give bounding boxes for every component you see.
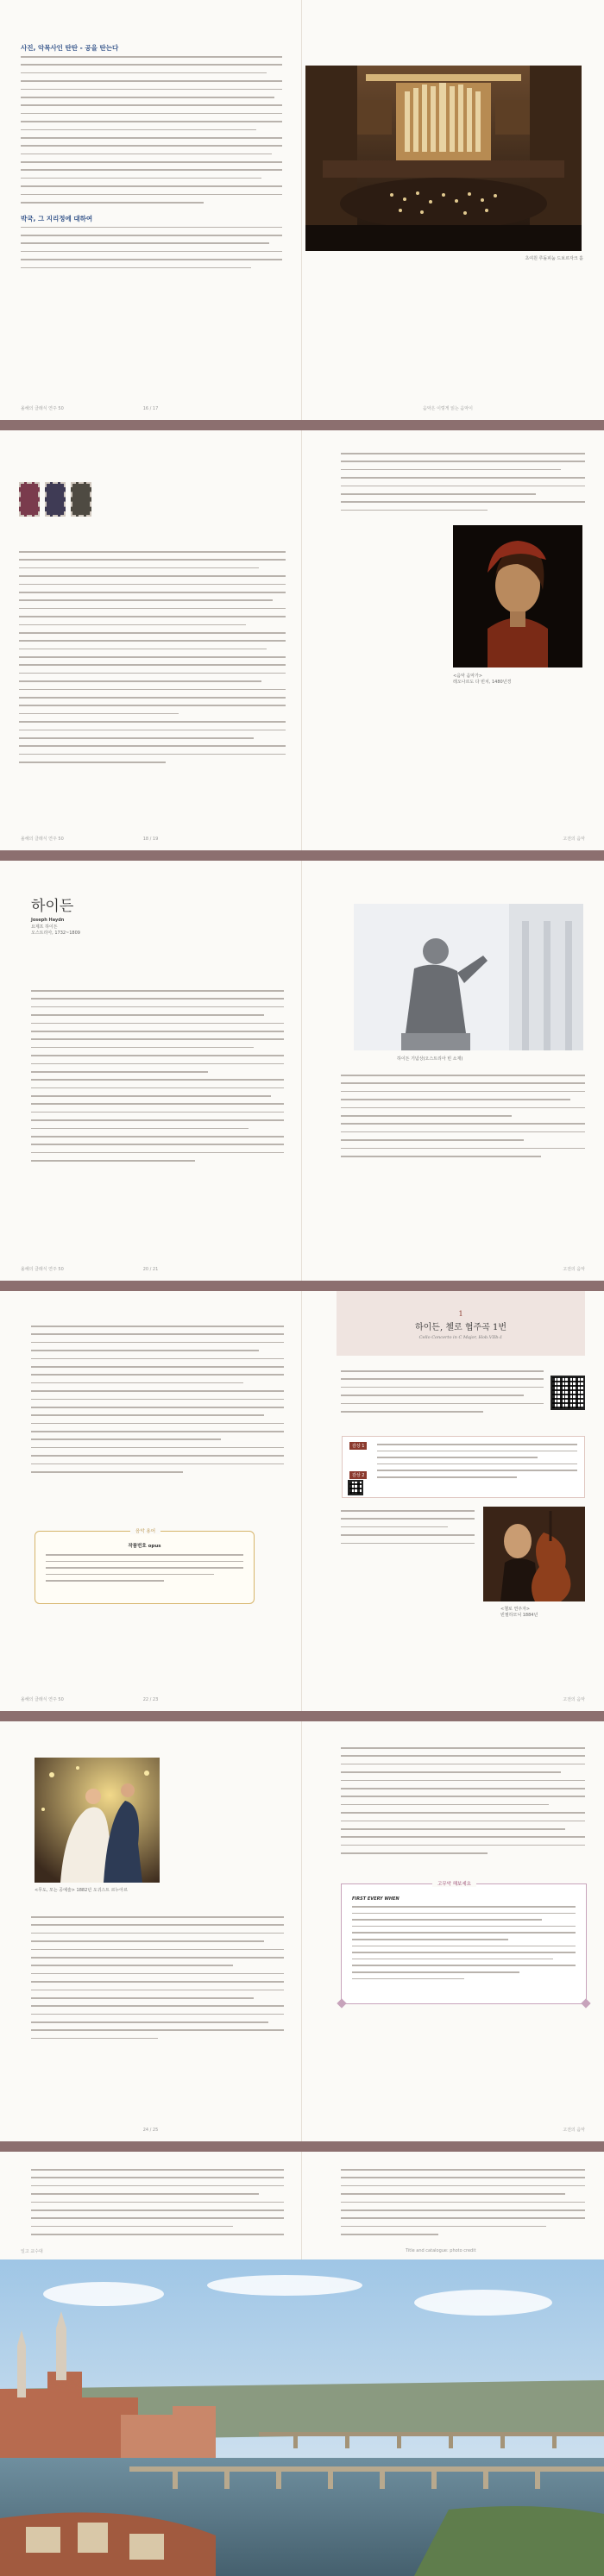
body-text <box>341 1075 585 1163</box>
listen-box <box>342 1436 585 1498</box>
cello-painting <box>483 1507 585 1601</box>
listen-2-label: 감상 2 <box>349 1471 367 1479</box>
spread-6 <box>0 2152 604 2576</box>
term-box-text <box>46 1554 243 1582</box>
term-box-heading: 작품번호 opus <box>128 1544 161 1549</box>
spread-3 <box>0 861 604 1281</box>
portrait-caption: <음악 음악가> 레오나르도 다 빈치, 1480년경 <box>453 674 512 685</box>
folio: 올해의 클래식 연주 50 <box>21 1697 64 1702</box>
folio: 올해의 클래식 연주 50 <box>21 406 64 411</box>
folio: 고전의 음악 <box>563 837 585 842</box>
page-numbers: 18 / 19 <box>142 837 159 842</box>
body-text <box>19 551 286 770</box>
painting-caption: <무도, 모는 공예술> 1882년 오귀스트 르누아르 <box>35 1888 128 1893</box>
statue-illustration <box>354 904 583 1050</box>
chapter-header <box>337 1291 585 1356</box>
cello-caption: <첼로 연주자> 빈필하모닉 1884년 <box>500 1607 538 1618</box>
page-18 <box>0 430 302 850</box>
composer-name-en: Joseph Haydn <box>31 918 65 923</box>
body-text <box>341 2169 585 2242</box>
spread-1 <box>0 0 604 420</box>
concert-hall-illustration <box>305 66 582 251</box>
cello-illustration <box>483 1507 585 1601</box>
spread-2 <box>0 430 604 850</box>
page-numbers: 16 / 17 <box>142 406 159 411</box>
folio: Title and catalogue: photo credit <box>406 2248 476 2253</box>
page-24 <box>0 1721 302 2141</box>
portrait-illustration <box>453 525 582 668</box>
body-text <box>31 1916 284 2046</box>
stamp-1 <box>19 482 40 517</box>
box-corner <box>581 1998 590 2008</box>
page-23 <box>302 1291 604 1711</box>
body-text <box>341 1510 475 1551</box>
chapter-subtitle: Cello Concerto in C Major, Hob.VIIb:1 <box>418 1335 503 1340</box>
qr-code[interactable] <box>551 1376 585 1410</box>
term-box <box>35 1531 255 1604</box>
page-20 <box>0 861 302 1281</box>
composer-dates: 오스트리아, 1732~1809 <box>31 931 80 936</box>
listen-1-label: 감상 1 <box>349 1442 367 1450</box>
activity-text <box>352 1906 576 1979</box>
stamp-row <box>19 482 91 517</box>
activity-box-sub: FIRST EVERY WHEN <box>352 1896 400 1902</box>
folio: 올해의 클래식 연주 50 <box>21 837 64 842</box>
body-text <box>341 1370 544 1419</box>
statue-caption: 하이든 기념상(오스트리아 빈 소재) <box>397 1056 463 1062</box>
statue-photo <box>354 904 583 1050</box>
listen-qr[interactable] <box>348 1480 363 1495</box>
body-text <box>31 2169 284 2242</box>
chapter-title: 하이든, 첼로 협주곡 1번 <box>414 1323 507 1332</box>
dance-illustration <box>35 1758 160 1883</box>
spread-4 <box>0 1291 604 1711</box>
folio: 일고 교수대 <box>21 2249 43 2254</box>
page-numbers: 24 / 25 <box>142 2128 159 2133</box>
page-25 <box>302 1721 604 2141</box>
folio: 고전의 음악 <box>563 1267 585 1272</box>
spread-5 <box>0 1721 604 2141</box>
page-22 <box>0 1291 302 1711</box>
activity-box <box>341 1883 587 2004</box>
body-text <box>21 56 282 204</box>
listen-text <box>377 1444 577 1483</box>
term-box-label: 음악 용어 <box>130 1527 160 1534</box>
page-21 <box>302 861 604 1281</box>
dance-painting <box>35 1758 160 1883</box>
concert-hall-photo <box>305 66 582 251</box>
photo-caption: 초여원 루돌피눔 드보르자크 홀 <box>525 256 583 261</box>
section-heading: 박국, 그 지리정에 대하여 <box>21 214 93 223</box>
stamp-3 <box>71 482 91 517</box>
activity-box-title: 고무악 해보세요 <box>432 1880 476 1887</box>
page-17 <box>302 0 604 420</box>
composer-name-ko: 요제프 하이든 <box>31 924 58 930</box>
body-text <box>341 1747 585 1860</box>
prague-panorama <box>0 2259 604 2576</box>
folio: 고전의 음악 <box>563 2128 585 2133</box>
body-text <box>21 227 282 269</box>
city-illustration <box>0 2259 604 2576</box>
body-text <box>341 453 585 517</box>
body-text <box>31 1326 284 1479</box>
folio: 고전의 음악 <box>563 1697 585 1702</box>
folio: 올해의 클래식 연주 50 <box>21 1267 64 1272</box>
page-numbers: 22 / 23 <box>142 1697 159 1702</box>
stamp-2 <box>45 482 66 517</box>
page-numbers: 20 / 21 <box>142 1267 159 1272</box>
page-19 <box>302 430 604 850</box>
body-text <box>31 990 284 1169</box>
chapter-number: 1 <box>458 1310 463 1318</box>
page-16 <box>0 0 302 420</box>
box-corner <box>337 1998 346 2008</box>
portrait-painting <box>453 525 582 668</box>
section-heading: 사진, 악목사인 탄탄 - 공을 탄는다 <box>21 44 119 52</box>
folio: 음악은 이렇게 읽는 음악이 <box>423 406 473 411</box>
composer-title: 하이든 <box>31 898 74 915</box>
